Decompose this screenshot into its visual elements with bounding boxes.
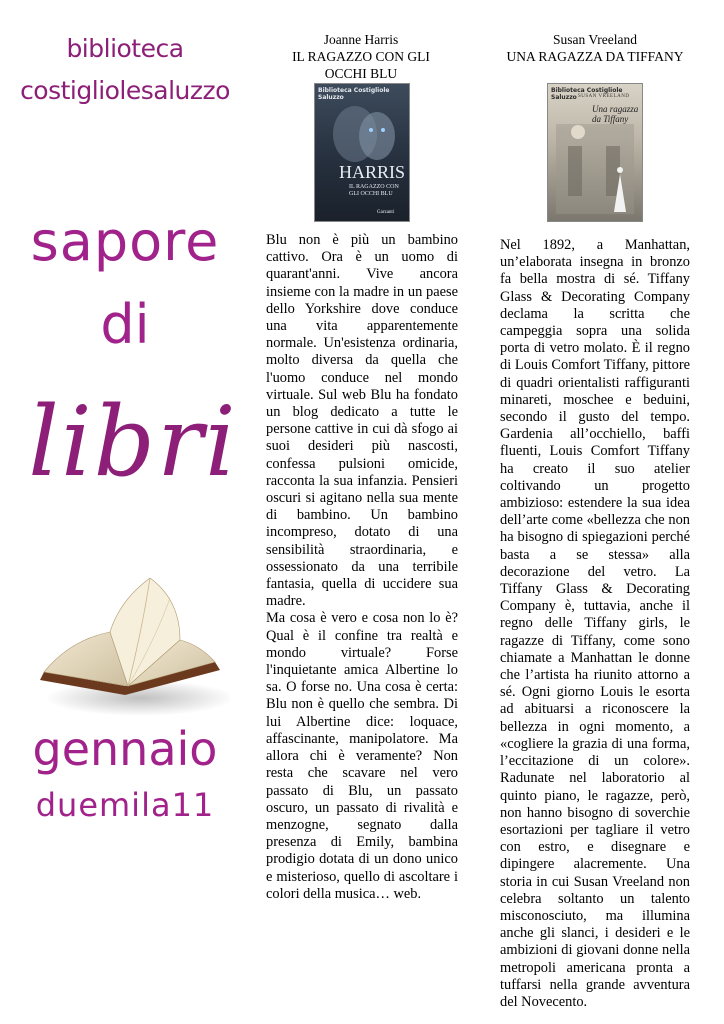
title-word-libri: libri bbox=[28, 386, 238, 498]
book1-cover-library-label: Biblioteca Costigliole Saluzzo bbox=[318, 87, 390, 101]
book1-cover-publisher: Garzanti bbox=[377, 210, 395, 215]
library-name-line2: costigliolesaluzzo bbox=[20, 76, 230, 105]
book1-author: Joanne Harris bbox=[323, 32, 399, 47]
issue-year: duemila11 bbox=[35, 786, 215, 824]
book1-cover-author: HARRIS bbox=[339, 162, 406, 182]
book2-cover-image bbox=[547, 83, 643, 222]
book1-title: IL RAGAZZO CON GLI OCCHI BLU bbox=[292, 48, 430, 81]
masthead-column bbox=[0, 0, 250, 1024]
title-word-sapore: sapore bbox=[30, 210, 220, 273]
book1-cover-title: IL RAGAZZO CON GLI OCCHI BLU bbox=[349, 184, 399, 197]
library-name-line1: biblioteca bbox=[66, 34, 184, 63]
book2-review bbox=[500, 237, 690, 1011]
book2-cover-author: SUSAN VREELAND bbox=[578, 94, 630, 99]
book1-review bbox=[266, 232, 458, 903]
open-book-illustration bbox=[30, 570, 230, 720]
title-word-di: di bbox=[100, 293, 150, 356]
book1-review-paragraph: Ma cosa è vero e cosa non lo è? Qual è il confine tra realtà e mondo virtuale? Forse l'inquietante amica Albertine lo sa. O forse no. Una cosa è certa: Blu non è quello che sembra. Di lui Albertine dice: loquace, affascinante, manipolatore. Ma allora chi è veramente? Non resta che scavare nel vero passato di Blu, un passato oscuro, un passato di rivalità e menzogne, segnato dalla presenza di Emily, bambina prodigio dotata di un dono unico e misterioso, quello di ascoltare i colori della musica… web. bbox=[266, 610, 458, 902]
book1-header bbox=[270, 32, 452, 82]
book2-author: Susan Vreeland bbox=[552, 32, 638, 47]
book1-cover-art bbox=[315, 84, 409, 221]
book2-title: UNA RAGAZZA DA TIFFANY bbox=[506, 48, 684, 64]
book2-cover-title: Una ragazza da Tiffany bbox=[592, 104, 639, 124]
book2-review-paragraph: Nel 1892, a Manhattan, un’elaborata insegna in bronzo fa bella mostra di sé. Tiffany Glass & Decorating Company declama la scritta che campeggia sopra una solida porta di vetro molato. È il regno di Louis Comfort Tiffany, pittore di quadri orientalisti raffiguranti minareti, moschee e beduini, secondo il gusto del tempo. Gardenia all’occhiello, baffi fluenti, Louis Comfort Tiffany ha creato il suo atelier coltivando un progetto ambizioso: estendere la sua idea dell’arte come «bellezza che non ha bisogno di spiegazioni perché basta a se stessa» alla decorazione del vetro. La Tiffany Glass & Decorating Company è, tuttavia, anche il regno delle Tiffany girls, le ragazze di Tiffany, come sono chiamate a Manhattan le donne che l’artista ha riunito attorno a sé. Ogni giorno Louis le esorta ad abituarsi a riconoscere la bellezza in ogni momento, a «cogliere la grazia di una forma, l’eccitazione di un colore». Radunate nel laboratorio al quinto piano, le ragazze, però, non hanno bisogno di soverchie esortazioni per tagliare il vetro con estro, e disegnare e dipingere alacremente. Una storia in cui Susan Vreeland non celebra soltanto un talento misconosciuto, ma illumina anche gli slanci, i desideri e le ambizioni di giovani donne nella metropoli americana pronta a tuffarsi nella grande avventura del Novecento. bbox=[500, 237, 690, 1010]
issue-month: gennaio bbox=[32, 722, 218, 776]
book1-review-paragraph: Blu non è più un bambino cattivo. Ora è un uomo di quarant'anni. Vive ancora insieme con la madre in un paese dello Yorkshire dove conduce una vita apparentemente normale. Un'esistenza ordinaria, molto diversa da quella che l'uomo conduce nel mondo virtuale. Sul web Blu ha fondato un blog dedicato a tutte le persone cattive in cui dà sfogo ai suoi desideri più nascosti, confessa pulsioni omicide, racconta la sua infanzia. Pensieri oscuri si agitano nella sua mente di bambino. Un bambino incompreso, dotato di una sensibilità straordinaria, e ossessionato da una terribile fantasia, quella di uccidere sua madre. bbox=[266, 232, 458, 610]
book1-cover-image bbox=[314, 83, 410, 222]
book2-cover-library-label: Biblioteca Costigliole Saluzzo bbox=[551, 87, 623, 101]
book2-header bbox=[500, 32, 690, 66]
